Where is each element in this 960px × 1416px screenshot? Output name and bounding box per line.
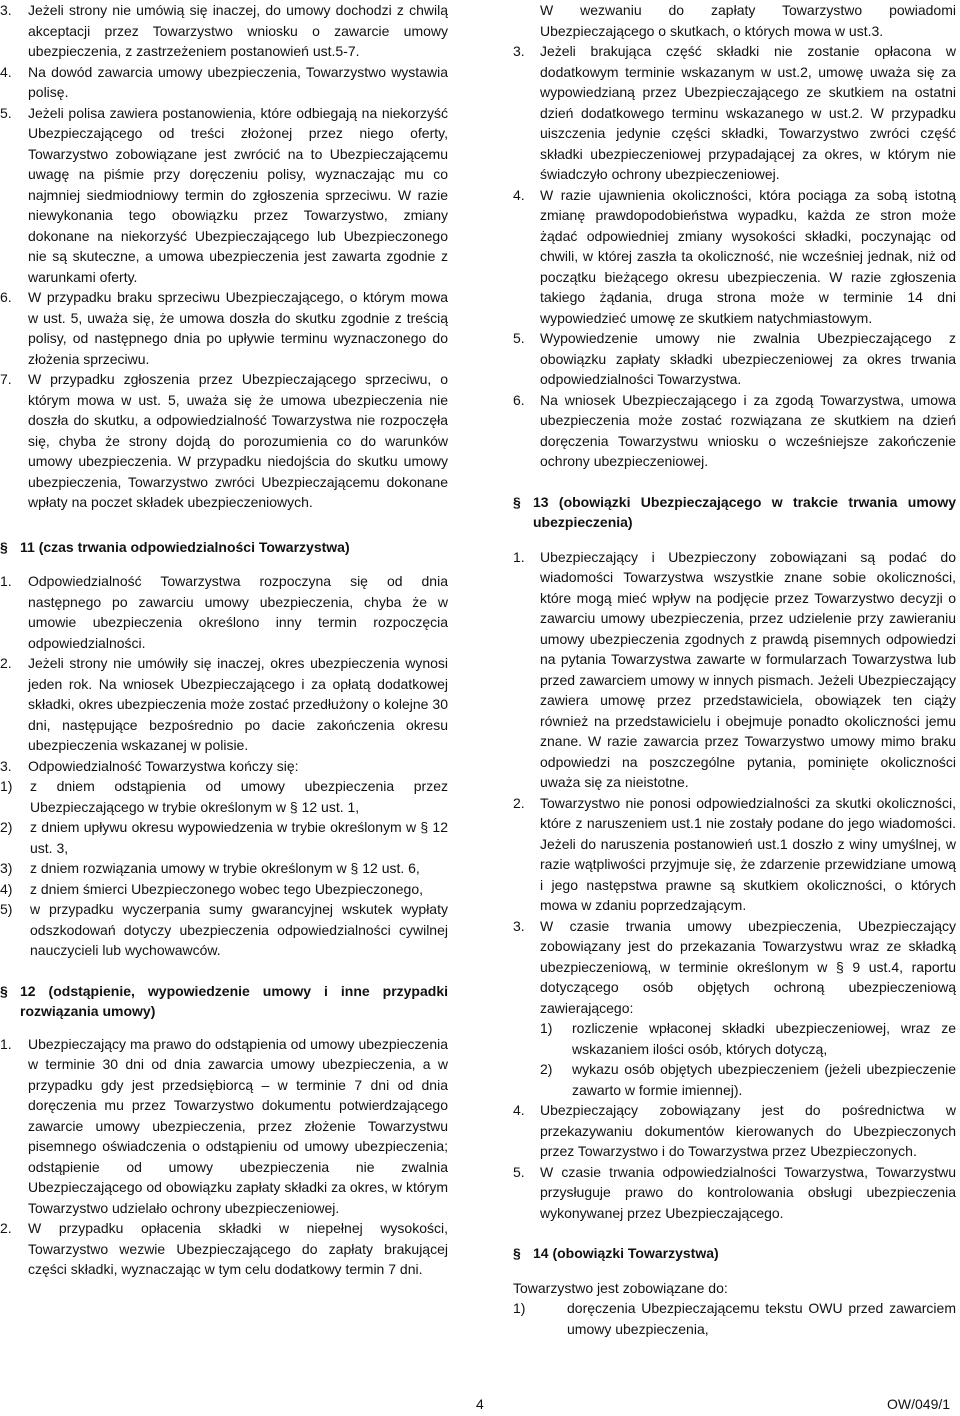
section-mark: §: [0, 538, 8, 555]
item-number: 1.: [513, 548, 525, 565]
sub-item-number: 2): [540, 1061, 553, 1077]
list-item: [513, 41, 956, 185]
item-number: 1.: [0, 1035, 12, 1052]
page-number: 4: [476, 1396, 484, 1412]
left-column: [0, 0, 448, 1280]
list-item: [0, 287, 448, 369]
list-item: [0, 62, 448, 103]
item-text: Ubezpieczający i Ubezpieczony zobowiązani są podać do wiadomości Towarzystwa wszystkie znane sobie okoliczności, które mogą mieć wpływ na podjęcie przez Towarzystwo decyzji o zawarciu umowy ubezpieczenia, przez udzielenie przy zawieraniu umowy ubezpieczenia zgodnych z prawdą pisemnych odpowiedzi na pytania Towarzystwa zawarte w formularzach Towarzystwa lub przed zawarciem umowy w innych pismach. Jeżeli Ubezpieczający zawiera umowę przez przedstawiciela, obowiązek ten ciąży również na przedstawicielu i obejmuje ponadto okoliczności jemu znane. W razie zawarcia przez Towarzystwo umowy mimo braku odpowiedzi na poszczególne pytania, pominięte okoliczności uważa się za nieistotne.: [540, 548, 956, 790]
item-text: W przypadku opłacenia składki w niepełnej wysokości, Towarzystwo wezwie Ubezpieczającego do zapłaty brakującej części składki, wyznaczając w tym celu dodatkowy termin 7 dni.: [28, 1220, 448, 1277]
intro-text: Towarzystwo jest zobowiązane do:: [513, 1279, 728, 1296]
sub-item-number: 1): [513, 1300, 526, 1316]
sub-list-item: [0, 879, 448, 900]
item-number: 5.: [513, 330, 525, 346]
item-number: 6.: [513, 391, 525, 408]
sub-item-number: 1): [0, 778, 13, 794]
item-number: 3.: [513, 43, 525, 59]
item-text: Odpowiedzialność Towarzystwa rozpoczyna się od dnia następnego po zawarciu umowy ubezpieczenia, chyba że w umowie ubezpieczenia określono inny termin rozpoczęcia odpowiedzialności.: [28, 573, 448, 651]
section-heading: [0, 537, 448, 558]
item-text: Na dowód zawarcia umowy ubezpieczenia, Towarzystwo wystawia polisę.: [28, 63, 448, 100]
list-item: [513, 1162, 956, 1224]
item-number: 3.: [513, 917, 525, 934]
sub-list-item: [513, 1018, 956, 1059]
section-title: 12 (odstąpienie, wypowiedzenie umowy i inne przypadki rozwiązania umowy): [20, 982, 448, 1019]
sub-item-text: z dniem rozwiązania umowy w trybie określonym w § 12 ust. 6,: [30, 860, 420, 876]
item-number: 2.: [0, 1220, 12, 1236]
item-text: Ubezpieczający zobowiązany jest do pośrednictwa w przekazywaniu dokumentów kierowanych do Ubezpieczonych przez Towarzystwo i do Towarzystwa przez Ubezpieczonych.: [540, 1102, 956, 1159]
list-item: [0, 0, 448, 62]
item-number: 5.: [0, 104, 12, 121]
list-item: [513, 185, 956, 329]
list-item: [513, 1100, 956, 1162]
item-text: Jeżeli polisa zawiera postanowienia, które odbiegają na niekorzyść Ubezpieczającego od treści złożonej przez niego oferty, Towarzystwo zobowiązane jest zwrócić na to Ubezpieczającemu uwagę na piśmie przy doręczeniu polisy, wyznaczając mu co najmniej siedmiodniowy termin do zgłoszenia sprzeciwu. W razie niewykonania tego obowiązku przez Towarzystwo, zmiany dokonane na niekorzyść Ubezpieczającego lub Ubezpieczonego nie są skuteczne, a umowa ubezpieczenia jest zawarta zgodnie z warunkami oferty.: [28, 104, 448, 285]
list-item: [513, 916, 956, 1019]
sub-list-item: [513, 1059, 956, 1100]
section-mark: §: [513, 493, 521, 510]
sub-list-item: [0, 776, 448, 817]
item-number: 4.: [513, 186, 525, 203]
right-column: [513, 0, 956, 1339]
list-item: [513, 390, 956, 472]
sub-list-item: [513, 1298, 956, 1339]
item-text: W czasie trwania umowy ubezpieczenia, Ubezpieczający zobowiązany jest do przekazania Towarzystwu wraz ze składką ubezpieczeniową, w terminie określonym w § 9 ust.4, raportu dotyczącego osób objętych ochroną ubezpieczeniową zawierającego:: [540, 917, 956, 1016]
sub-item-text: z dniem upływu okresu wypowiedzenia w trybie określonym w § 12 ust. 3,: [30, 819, 448, 856]
sub-item-number: 3): [0, 860, 13, 876]
item-text: Jeżeli strony nie umówią się inaczej, do umowy dochodzi z chwilą akceptacji przez Towarzystwo wniosku o zawarcie umowy ubezpieczenia, z zastrzeżeniem postanowień ust.5-7.: [28, 2, 448, 59]
item-number: 3.: [0, 2, 12, 18]
sub-item-number: 4): [0, 880, 13, 897]
section-mark: §: [513, 1245, 521, 1261]
sub-list-item: [0, 899, 448, 961]
item-text: Ubezpieczający ma prawo do odstąpienia od umowy ubezpieczenia w terminie 30 dni od dnia zawarcia umowy ubezpieczenia, a w przypadku gdy jest przedsiębiorcą – w terminie 7 dni od dnia doręczenia mu przez Towarzystwo dokumentu potwierdzającego zawarcie umowy ubezpieczenia, przez złożenie Towarzystwu pisemnego oświadczenia o odstąpieniu od umowy ubezpieczenia; odstąpienie od umowy ubezpieczenia nie zwalnia Ubezpieczającego od obowiązku zapłaty składki za okres, w którym Towarzystwo udzielało ochrony ubezpieczeniowej.: [28, 1035, 448, 1216]
continuation-text: W wezwaniu do zapłaty Towarzystwo powiadomi Ubezpieczającego o skutkach, o których mowa w ust.3.: [540, 2, 956, 39]
list-item: [0, 1034, 448, 1219]
sub-item-number: 2): [0, 819, 13, 835]
sub-item-text: doręczenia Ubezpieczającemu tekstu OWU przed zawarciem umowy ubezpieczenia,: [567, 1300, 956, 1337]
list-item: [513, 328, 956, 390]
item-number: 1.: [0, 573, 12, 589]
item-number: 3.: [0, 757, 12, 774]
sub-item-text: z dniem odstąpienia od umowy ubezpieczenia przez Ubezpieczającego w trybie określonym w § 12 ust. 1,: [30, 778, 448, 815]
item-text: W razie ujawnienia okoliczności, która pociąga za sobą istotną zmianę prawdopodobieństwa wypadku, każda ze stron może żądać odpowiedniej zmiany wysokości składki, poczynając od chwili, w której zaszła ta okoliczność, nie wcześniej jednak, niż od początku bieżącego okresu ubezpieczenia. W razie zgłoszenia takiego żądania, druga strona może w terminie 14 dni wypowiedzieć umowę ze skutkiem natychmiastowym.: [540, 186, 956, 326]
item-number: 4.: [513, 1102, 525, 1118]
item-number: 2.: [513, 794, 525, 811]
sub-item-text: z dniem śmierci Ubezpieczonego wobec tego Ubezpieczonego,: [30, 880, 423, 897]
item-number: 5.: [513, 1163, 525, 1180]
list-item: [0, 1218, 448, 1280]
sub-item-text: w przypadku wyczerpania sumy gwarancyjnej wskutek wypłaty odszkodowań dotyczy ubezpieczenia odpowiedzialności cywilnej nauczycieli lub wychowawców.: [30, 901, 448, 958]
sub-list-item: [0, 858, 448, 879]
item-text: Wypowiedzenie umowy nie zwalnia Ubezpieczającego z obowiązku zapłaty składki ubezpieczeniowej za okres trwania odpowiedzialności Towarzystwa.: [540, 330, 956, 387]
item-text: Odpowiedzialność Towarzystwa kończy się:: [28, 757, 299, 774]
sub-item-number: 5): [0, 901, 13, 917]
sub-item-text: rozliczenie wpłaconej składki ubezpieczeniowej, wraz ze wskazaniem ilości osób, których dotyczą,: [572, 1020, 956, 1057]
sub-item-text: wykazu osób objętych ubezpieczeniem (jeżeli ubezpieczenie zawarto w formie imiennej).: [572, 1061, 956, 1098]
section-heading: [513, 1243, 956, 1264]
list-item: [0, 653, 448, 756]
list-item: [513, 547, 956, 793]
item-number: 6.: [0, 289, 12, 305]
item-text: W czasie trwania odpowiedzialności Towarzystwa, Towarzystwu przysługuje prawo do kontrolowania obsługi ubezpieczenia wykonywanej przez Ubezpieczającego.: [540, 1163, 956, 1221]
item-text: W przypadku zgłoszenia przez Ubezpieczającego sprzeciwu, o którym mowa w ust. 5, uważa się że umowa ubezpieczenia nie doszła do skutku, a odpowiedzialność Towarzystwa nie rozpoczęła się, chyba że strony dojdą do porozumienia co do warunków umowy ubezpieczenia. W przypadku niedojścia do skutku umowy ubezpieczenia, Towarzystwo zwróci Ubezpieczającemu dokonane wpłaty na poczet składek ubezpieczeniowych.: [28, 371, 448, 510]
item-number: 4.: [0, 63, 12, 80]
item-text: Jeżeli brakująca część składki nie zostanie opłacona w dodatkowym terminie wskazanym w ust.2, umowę uważa się za wypowiedzianą przez Ubezpieczającego ze skutkiem na ostatni dzień dodatkowego terminu wskazanego w ust.2. W przypadku uiszczenia jedynie części składki, Towarzystwo zwróci część składki ubezpieczeniowej przypadającej za okres, w którym nie świadczyło ochrony ubezpieczeniowej.: [540, 43, 956, 182]
sub-list-item: [0, 817, 448, 858]
section-title: 11 (czas trwania odpowiedzialności Towarzystwa): [20, 538, 350, 555]
list-item: [0, 103, 448, 288]
section-heading: [0, 981, 448, 1022]
document-code: OW/049/1: [887, 1396, 951, 1412]
list-item: [0, 571, 448, 653]
section-mark: §: [0, 982, 8, 999]
item-text: Jeżeli strony nie umówiły się inaczej, okres ubezpieczenia wynosi jeden rok. Na wniosek Ubezpieczającego i za opłatą dodatkowej składki, okres ubezpieczenia może zostać przedłużony o kolejne 30 dni, następujące bezpośrednio po dacie zakończenia okresu ubezpieczenia wskazanej w polisie.: [28, 655, 448, 753]
item-text: W przypadku braku sprzeciwu Ubezpieczającego, o którym mowa w ust. 5, uważa się, że umowa doszła do skutku zgodnie z treścią polisy, od następnego dnia po upływie terminu wyznaczonego do złożenia sprzeciwu.: [28, 289, 448, 367]
item-number: 2.: [0, 655, 12, 671]
section-title: 14 (obowiązki Towarzystwa): [533, 1245, 719, 1261]
item-text: Towarzystwo nie ponosi odpowiedzialności za skutki okoliczności, które z naruszeniem ust.1 nie zostały podane do jego wiadomości. Jeżeli do naruszenia postanowień ust.1 doszło z winy umyślnej, w razie wątpliwości przyjmuje się, że zdarzenie przewidziane umową i jego następstwa prawne są skutkiem okoliczności, o których mowa w zdaniu poprzedzającym.: [540, 794, 956, 913]
list-item: [0, 369, 448, 513]
item-number: 7.: [0, 371, 12, 387]
sub-item-number: 1): [540, 1020, 553, 1036]
list-item: [513, 793, 956, 916]
list-item: [0, 756, 448, 777]
item-text: Na wniosek Ubezpieczającego i za zgodą Towarzystwa, umowa ubezpieczenia może zostać rozwiązana ze skutkiem na dzień doręczenia Towarzystwu wniosku o wcześniejsze zakończenie ochrony ubezpieczeniowej.: [540, 391, 956, 469]
section-title: 13 (obowiązki Ubezpieczającego w trakcie trwania umowy ubezpieczenia): [533, 493, 956, 530]
section-heading: [513, 492, 956, 533]
